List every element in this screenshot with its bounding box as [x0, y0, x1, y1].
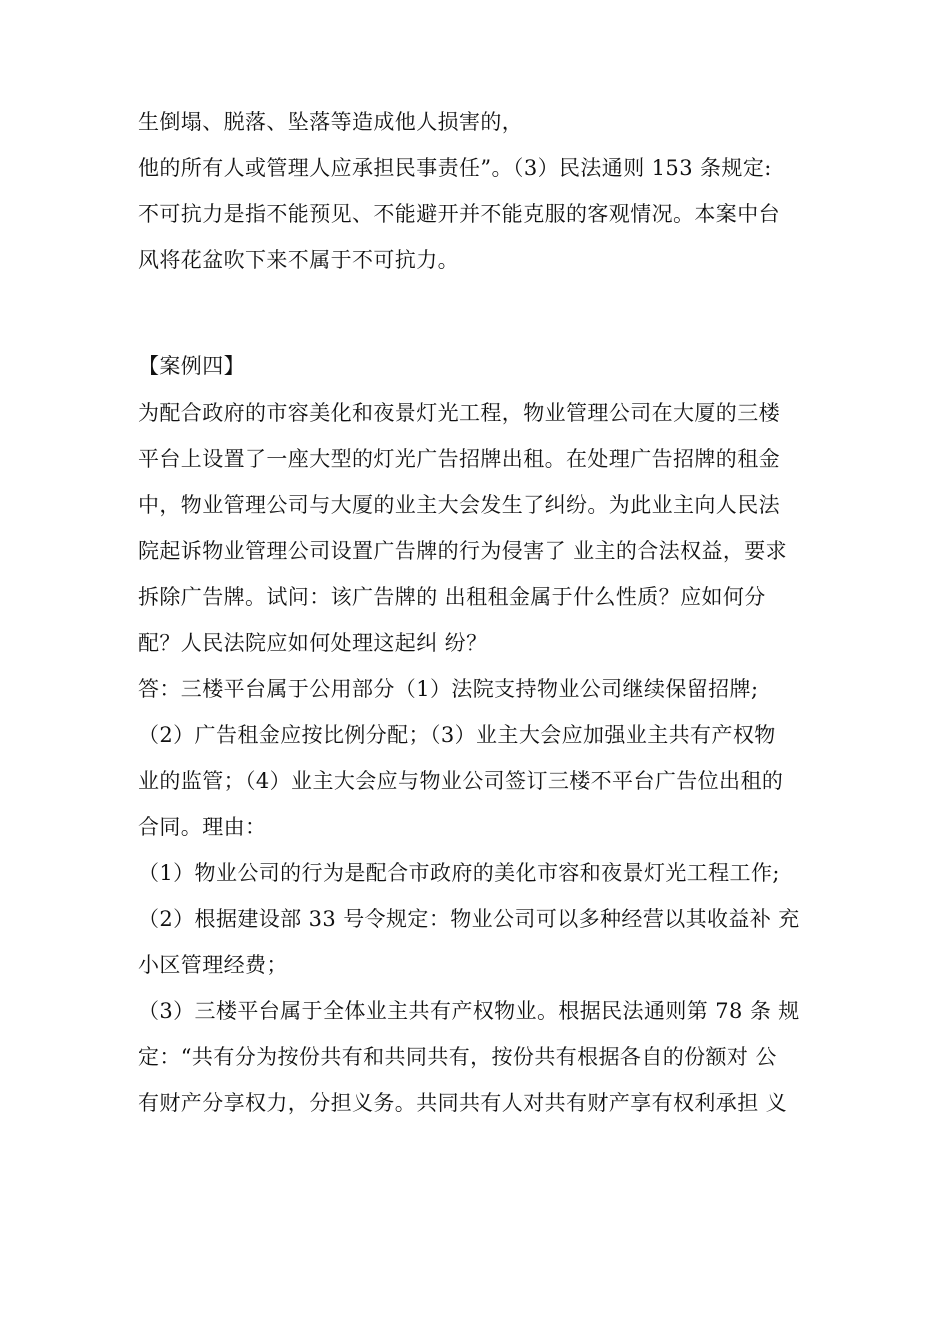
- text-line: 院起诉物业管理公司设置广告牌的行为侵害了 业主的合法权益，要求: [138, 539, 788, 563]
- text-line: （1）物业公司的行为是配合市政府的美化市容和夜景灯光工程工作;: [138, 861, 780, 885]
- text-line: 为配合政府的市容美化和夜景灯光工程，物业管理公司在大厦的三楼: [138, 401, 780, 425]
- text-line: 业的监管；（4）业主大会应与物业公司签订三楼不平台广告位出租的: [138, 769, 784, 793]
- text-line: 小区管理经费；: [138, 953, 288, 977]
- text-line: 生倒塌、脱落、坠落等造成他人损害的，: [138, 110, 524, 134]
- text-line: 平台上设置了一座大型的灯光广告招牌出租。在处理广告招牌的租金: [138, 447, 780, 471]
- text-line: 答：三楼平台属于公用部分（1）法院支持物业公司继续保留招牌;: [138, 677, 759, 701]
- section-heading: 【案例四】: [138, 354, 245, 378]
- text-line: （2）广告租金应按比例分配；（3）业主大会应加强业主共有产权物: [138, 723, 776, 747]
- text-line: 中，物业管理公司与大厦的业主大会发生了纠纷。为此业主向人民法: [138, 493, 780, 517]
- text-line: 合同。理由：: [138, 815, 267, 839]
- text-line: 配？人民法院应如何处理这起纠 纷？: [138, 631, 488, 655]
- text-line: 定：“共有分为按份共有和共同共有，按份共有根据各自的份额对 公: [138, 1045, 777, 1069]
- text-line: （3）三楼平台属于全体业主共有产权物业。根据民法通则第 78 条 规: [138, 999, 800, 1023]
- text-line: 有财产分享权力，分担义务。共同共有人对共有财产享有权利承担 义: [138, 1091, 788, 1115]
- text-line: 不可抗力是指不能预见、不能避开并不能克服的客观情况。本案中台: [138, 202, 780, 226]
- text-line: 他的所有人或管理人应承担民事责任”。（3）民法通则 153 条规定:: [138, 156, 772, 180]
- text-line: 拆除广告牌。试问：该广告牌的 出租租金属于什么性质？应如何分: [138, 585, 766, 609]
- text-line: 风将花盆吹下来不属于不可抗力。: [138, 248, 459, 272]
- text-line: （2）根据建设部 33 号令规定：物业公司可以多种经营以其收益补 充: [138, 907, 800, 931]
